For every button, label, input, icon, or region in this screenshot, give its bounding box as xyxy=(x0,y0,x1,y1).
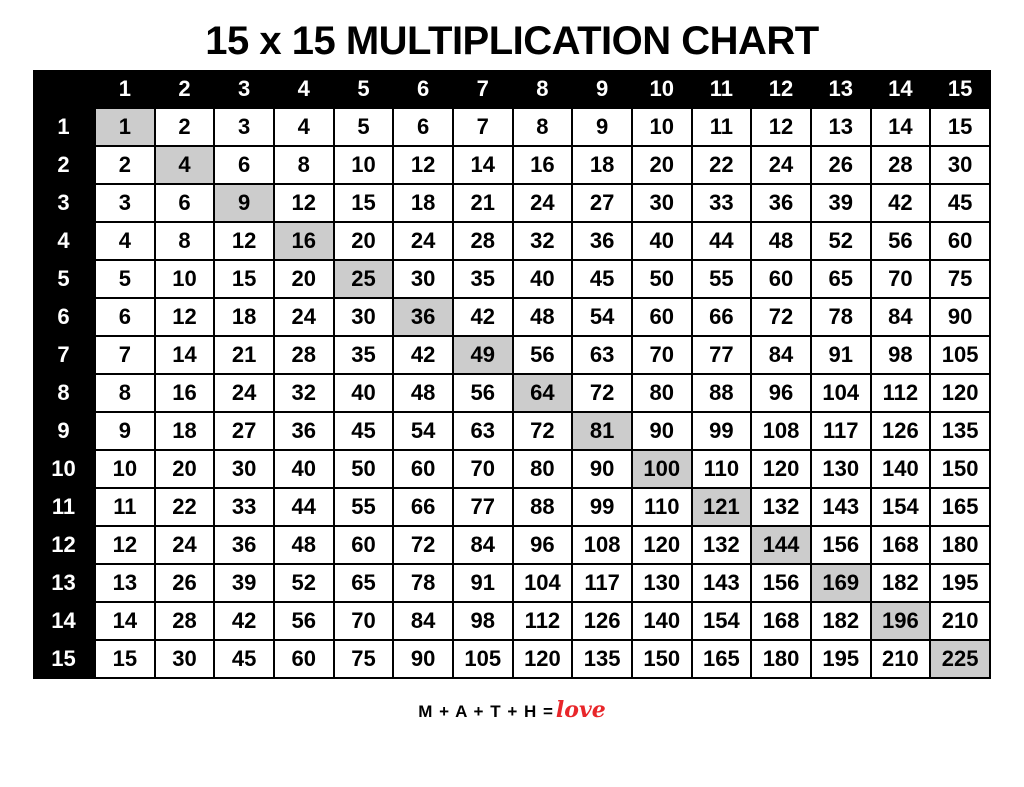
cell-15-11: 165 xyxy=(692,640,752,678)
cell-1-5: 5 xyxy=(334,108,394,146)
cell-12-8: 96 xyxy=(513,526,573,564)
cell-4-15: 60 xyxy=(930,222,990,260)
cell-3-7: 21 xyxy=(453,184,513,222)
row-header-10: 10 xyxy=(33,450,95,488)
cell-14-13: 182 xyxy=(811,602,871,640)
cell-6-15: 90 xyxy=(930,298,990,336)
cell-15-12: 180 xyxy=(751,640,811,678)
cell-12-7: 84 xyxy=(453,526,513,564)
column-header-10: 10 xyxy=(632,70,692,108)
cell-10-4: 40 xyxy=(274,450,334,488)
row-header-7: 7 xyxy=(33,336,95,374)
row-header-13: 13 xyxy=(33,564,95,602)
cell-14-3: 42 xyxy=(214,602,274,640)
cell-7-9: 63 xyxy=(572,336,632,374)
cell-12-11: 132 xyxy=(692,526,752,564)
cell-9-12: 108 xyxy=(751,412,811,450)
cell-7-6: 42 xyxy=(393,336,453,374)
page-title: 15 x 15 MULTIPLICATION CHART xyxy=(205,19,819,63)
cell-12-15: 180 xyxy=(930,526,990,564)
cell-2-3: 6 xyxy=(214,146,274,184)
cell-11-8: 88 xyxy=(513,488,573,526)
table-corner-cell xyxy=(33,70,95,108)
cell-7-5: 35 xyxy=(334,336,394,374)
cell-8-1: 8 xyxy=(95,374,155,412)
cell-6-1: 6 xyxy=(95,298,155,336)
cell-7-14: 98 xyxy=(871,336,931,374)
cell-15-7: 105 xyxy=(453,640,513,678)
cell-11-9: 99 xyxy=(572,488,632,526)
column-header-7: 7 xyxy=(453,70,513,108)
cell-2-2: 4 xyxy=(155,146,215,184)
footer-love-word: love xyxy=(555,697,606,723)
cell-10-14: 140 xyxy=(871,450,931,488)
cell-13-13: 169 xyxy=(811,564,871,602)
cell-13-14: 182 xyxy=(871,564,931,602)
cell-1-10: 10 xyxy=(632,108,692,146)
cell-14-10: 140 xyxy=(632,602,692,640)
cell-13-6: 78 xyxy=(393,564,453,602)
cell-8-15: 120 xyxy=(930,374,990,412)
cell-10-6: 60 xyxy=(393,450,453,488)
cell-13-3: 39 xyxy=(214,564,274,602)
cell-4-1: 4 xyxy=(95,222,155,260)
cell-10-9: 90 xyxy=(572,450,632,488)
cell-11-10: 110 xyxy=(632,488,692,526)
cell-13-11: 143 xyxy=(692,564,752,602)
column-header-12: 12 xyxy=(751,70,811,108)
cell-14-2: 28 xyxy=(155,602,215,640)
cell-6-3: 18 xyxy=(214,298,274,336)
cell-9-1: 9 xyxy=(95,412,155,450)
cell-15-2: 30 xyxy=(155,640,215,678)
footer-text: M + A + T + H = xyxy=(418,702,554,721)
cell-2-4: 8 xyxy=(274,146,334,184)
cell-5-15: 75 xyxy=(930,260,990,298)
cell-1-13: 13 xyxy=(811,108,871,146)
row-header-5: 5 xyxy=(33,260,95,298)
cell-5-11: 55 xyxy=(692,260,752,298)
cell-10-12: 120 xyxy=(751,450,811,488)
cell-11-14: 154 xyxy=(871,488,931,526)
cell-3-14: 42 xyxy=(871,184,931,222)
footer-tagline xyxy=(0,697,1024,723)
cell-1-14: 14 xyxy=(871,108,931,146)
cell-11-4: 44 xyxy=(274,488,334,526)
cell-3-12: 36 xyxy=(751,184,811,222)
cell-14-7: 98 xyxy=(453,602,513,640)
cell-4-2: 8 xyxy=(155,222,215,260)
cell-15-3: 45 xyxy=(214,640,274,678)
table-row xyxy=(33,602,990,640)
cell-2-11: 22 xyxy=(692,146,752,184)
cell-13-1: 13 xyxy=(95,564,155,602)
cell-3-4: 12 xyxy=(274,184,334,222)
column-header-5: 5 xyxy=(334,70,394,108)
cell-9-3: 27 xyxy=(214,412,274,450)
cell-6-4: 24 xyxy=(274,298,334,336)
cell-8-11: 88 xyxy=(692,374,752,412)
cell-3-9: 27 xyxy=(572,184,632,222)
cell-3-6: 18 xyxy=(393,184,453,222)
cell-11-1: 11 xyxy=(95,488,155,526)
cell-11-7: 77 xyxy=(453,488,513,526)
cell-9-4: 36 xyxy=(274,412,334,450)
column-header-4: 4 xyxy=(274,70,334,108)
cell-13-9: 117 xyxy=(572,564,632,602)
table-row xyxy=(33,184,990,222)
cell-1-3: 3 xyxy=(214,108,274,146)
column-header-8: 8 xyxy=(513,70,573,108)
cell-15-4: 60 xyxy=(274,640,334,678)
cell-14-4: 56 xyxy=(274,602,334,640)
cell-4-14: 56 xyxy=(871,222,931,260)
cell-10-2: 20 xyxy=(155,450,215,488)
cell-4-13: 52 xyxy=(811,222,871,260)
table-row xyxy=(33,298,990,336)
cell-2-1: 2 xyxy=(95,146,155,184)
cell-3-11: 33 xyxy=(692,184,752,222)
cell-1-4: 4 xyxy=(274,108,334,146)
cell-8-12: 96 xyxy=(751,374,811,412)
cell-15-13: 195 xyxy=(811,640,871,678)
cell-5-3: 15 xyxy=(214,260,274,298)
cell-15-14: 210 xyxy=(871,640,931,678)
cell-5-6: 30 xyxy=(393,260,453,298)
table-row xyxy=(33,374,990,412)
cell-3-5: 15 xyxy=(334,184,394,222)
cell-13-4: 52 xyxy=(274,564,334,602)
cell-9-11: 99 xyxy=(692,412,752,450)
cell-9-10: 90 xyxy=(632,412,692,450)
cell-13-7: 91 xyxy=(453,564,513,602)
cell-9-14: 126 xyxy=(871,412,931,450)
cell-5-14: 70 xyxy=(871,260,931,298)
table-row xyxy=(33,526,990,564)
cell-1-6: 6 xyxy=(393,108,453,146)
cell-4-3: 12 xyxy=(214,222,274,260)
cell-15-10: 150 xyxy=(632,640,692,678)
cell-2-6: 12 xyxy=(393,146,453,184)
cell-11-13: 143 xyxy=(811,488,871,526)
cell-13-2: 26 xyxy=(155,564,215,602)
cell-12-12: 144 xyxy=(751,526,811,564)
cell-2-10: 20 xyxy=(632,146,692,184)
multiplication-table xyxy=(33,70,991,679)
cell-4-8: 32 xyxy=(513,222,573,260)
cell-3-10: 30 xyxy=(632,184,692,222)
cell-1-2: 2 xyxy=(155,108,215,146)
cell-5-7: 35 xyxy=(453,260,513,298)
cell-14-5: 70 xyxy=(334,602,394,640)
column-header-3: 3 xyxy=(214,70,274,108)
cell-5-12: 60 xyxy=(751,260,811,298)
cell-8-7: 56 xyxy=(453,374,513,412)
cell-15-6: 90 xyxy=(393,640,453,678)
cell-9-6: 54 xyxy=(393,412,453,450)
cell-12-6: 72 xyxy=(393,526,453,564)
cell-9-5: 45 xyxy=(334,412,394,450)
cell-11-12: 132 xyxy=(751,488,811,526)
cell-3-1: 3 xyxy=(95,184,155,222)
cell-6-11: 66 xyxy=(692,298,752,336)
row-header-4: 4 xyxy=(33,222,95,260)
row-header-11: 11 xyxy=(33,488,95,526)
cell-8-8: 64 xyxy=(513,374,573,412)
cell-5-9: 45 xyxy=(572,260,632,298)
cell-5-2: 10 xyxy=(155,260,215,298)
cell-4-6: 24 xyxy=(393,222,453,260)
cell-10-15: 150 xyxy=(930,450,990,488)
cell-12-10: 120 xyxy=(632,526,692,564)
cell-1-8: 8 xyxy=(513,108,573,146)
cell-14-9: 126 xyxy=(572,602,632,640)
cell-14-15: 210 xyxy=(930,602,990,640)
row-header-9: 9 xyxy=(33,412,95,450)
cell-7-15: 105 xyxy=(930,336,990,374)
row-header-15: 15 xyxy=(33,640,95,678)
cell-7-13: 91 xyxy=(811,336,871,374)
cell-7-7: 49 xyxy=(453,336,513,374)
cell-11-6: 66 xyxy=(393,488,453,526)
cell-12-2: 24 xyxy=(155,526,215,564)
cell-6-2: 12 xyxy=(155,298,215,336)
cell-11-5: 55 xyxy=(334,488,394,526)
cell-1-9: 9 xyxy=(572,108,632,146)
cell-7-10: 70 xyxy=(632,336,692,374)
cell-9-9: 81 xyxy=(572,412,632,450)
table-row xyxy=(33,108,990,146)
cell-2-13: 26 xyxy=(811,146,871,184)
cell-15-8: 120 xyxy=(513,640,573,678)
cell-5-8: 40 xyxy=(513,260,573,298)
cell-9-8: 72 xyxy=(513,412,573,450)
cell-14-14: 196 xyxy=(871,602,931,640)
cell-12-1: 12 xyxy=(95,526,155,564)
cell-14-8: 112 xyxy=(513,602,573,640)
cell-9-15: 135 xyxy=(930,412,990,450)
table-header-row xyxy=(33,70,990,108)
cell-9-7: 63 xyxy=(453,412,513,450)
cell-6-13: 78 xyxy=(811,298,871,336)
table-row xyxy=(33,640,990,678)
cell-2-15: 30 xyxy=(930,146,990,184)
cell-4-4: 16 xyxy=(274,222,334,260)
cell-7-3: 21 xyxy=(214,336,274,374)
cell-13-15: 195 xyxy=(930,564,990,602)
table-row xyxy=(33,564,990,602)
cell-5-5: 25 xyxy=(334,260,394,298)
cell-14-12: 168 xyxy=(751,602,811,640)
cell-6-5: 30 xyxy=(334,298,394,336)
table-row xyxy=(33,450,990,488)
cell-3-15: 45 xyxy=(930,184,990,222)
column-header-6: 6 xyxy=(393,70,453,108)
cell-8-14: 112 xyxy=(871,374,931,412)
cell-9-13: 117 xyxy=(811,412,871,450)
cell-12-3: 36 xyxy=(214,526,274,564)
cell-12-9: 108 xyxy=(572,526,632,564)
cell-2-14: 28 xyxy=(871,146,931,184)
cell-11-15: 165 xyxy=(930,488,990,526)
row-header-1: 1 xyxy=(33,108,95,146)
cell-10-13: 130 xyxy=(811,450,871,488)
cell-1-12: 12 xyxy=(751,108,811,146)
row-header-14: 14 xyxy=(33,602,95,640)
cell-14-1: 14 xyxy=(95,602,155,640)
row-header-3: 3 xyxy=(33,184,95,222)
cell-6-12: 72 xyxy=(751,298,811,336)
cell-7-2: 14 xyxy=(155,336,215,374)
cell-8-2: 16 xyxy=(155,374,215,412)
cell-8-10: 80 xyxy=(632,374,692,412)
table-row xyxy=(33,336,990,374)
cell-10-5: 50 xyxy=(334,450,394,488)
column-header-14: 14 xyxy=(871,70,931,108)
cell-6-7: 42 xyxy=(453,298,513,336)
cell-8-6: 48 xyxy=(393,374,453,412)
cell-6-14: 84 xyxy=(871,298,931,336)
cell-11-2: 22 xyxy=(155,488,215,526)
cell-2-12: 24 xyxy=(751,146,811,184)
cell-7-11: 77 xyxy=(692,336,752,374)
cell-11-3: 33 xyxy=(214,488,274,526)
cell-9-2: 18 xyxy=(155,412,215,450)
cell-12-13: 156 xyxy=(811,526,871,564)
cell-13-10: 130 xyxy=(632,564,692,602)
table-row xyxy=(33,260,990,298)
cell-4-12: 48 xyxy=(751,222,811,260)
cell-3-2: 6 xyxy=(155,184,215,222)
cell-15-5: 75 xyxy=(334,640,394,678)
row-header-8: 8 xyxy=(33,374,95,412)
cell-10-3: 30 xyxy=(214,450,274,488)
cell-10-7: 70 xyxy=(453,450,513,488)
cell-1-1: 1 xyxy=(95,108,155,146)
column-header-11: 11 xyxy=(692,70,752,108)
cell-14-6: 84 xyxy=(393,602,453,640)
cell-3-13: 39 xyxy=(811,184,871,222)
cell-10-11: 110 xyxy=(692,450,752,488)
cell-5-13: 65 xyxy=(811,260,871,298)
cell-2-8: 16 xyxy=(513,146,573,184)
cell-13-12: 156 xyxy=(751,564,811,602)
cell-5-10: 50 xyxy=(632,260,692,298)
row-header-12: 12 xyxy=(33,526,95,564)
cell-5-4: 20 xyxy=(274,260,334,298)
cell-1-7: 7 xyxy=(453,108,513,146)
column-header-2: 2 xyxy=(155,70,215,108)
cell-6-8: 48 xyxy=(513,298,573,336)
column-header-1: 1 xyxy=(95,70,155,108)
table-row xyxy=(33,146,990,184)
column-header-9: 9 xyxy=(572,70,632,108)
cell-8-13: 104 xyxy=(811,374,871,412)
column-header-13: 13 xyxy=(811,70,871,108)
cell-5-1: 5 xyxy=(95,260,155,298)
cell-15-15: 225 xyxy=(930,640,990,678)
cell-10-10: 100 xyxy=(632,450,692,488)
cell-4-7: 28 xyxy=(453,222,513,260)
cell-10-1: 10 xyxy=(95,450,155,488)
cell-2-9: 18 xyxy=(572,146,632,184)
cell-7-4: 28 xyxy=(274,336,334,374)
column-header-15: 15 xyxy=(930,70,990,108)
cell-3-3: 9 xyxy=(214,184,274,222)
cell-7-12: 84 xyxy=(751,336,811,374)
cell-10-8: 80 xyxy=(513,450,573,488)
cell-4-10: 40 xyxy=(632,222,692,260)
cell-8-4: 32 xyxy=(274,374,334,412)
row-header-6: 6 xyxy=(33,298,95,336)
row-header-2: 2 xyxy=(33,146,95,184)
cell-8-9: 72 xyxy=(572,374,632,412)
cell-14-11: 154 xyxy=(692,602,752,640)
cell-1-15: 15 xyxy=(930,108,990,146)
cell-12-5: 60 xyxy=(334,526,394,564)
cell-4-9: 36 xyxy=(572,222,632,260)
cell-15-9: 135 xyxy=(572,640,632,678)
cell-3-8: 24 xyxy=(513,184,573,222)
cell-8-3: 24 xyxy=(214,374,274,412)
cell-1-11: 11 xyxy=(692,108,752,146)
cell-15-1: 15 xyxy=(95,640,155,678)
cell-13-8: 104 xyxy=(513,564,573,602)
cell-12-14: 168 xyxy=(871,526,931,564)
cell-2-7: 14 xyxy=(453,146,513,184)
cell-11-11: 121 xyxy=(692,488,752,526)
table-row xyxy=(33,222,990,260)
cell-2-5: 10 xyxy=(334,146,394,184)
cell-6-9: 54 xyxy=(572,298,632,336)
cell-6-10: 60 xyxy=(632,298,692,336)
cell-4-5: 20 xyxy=(334,222,394,260)
cell-12-4: 48 xyxy=(274,526,334,564)
table-row xyxy=(33,412,990,450)
multiplication-table-container xyxy=(33,70,991,679)
cell-6-6: 36 xyxy=(393,298,453,336)
cell-7-8: 56 xyxy=(513,336,573,374)
cell-8-5: 40 xyxy=(334,374,394,412)
cell-7-1: 7 xyxy=(95,336,155,374)
cell-13-5: 65 xyxy=(334,564,394,602)
cell-4-11: 44 xyxy=(692,222,752,260)
table-row xyxy=(33,488,990,526)
